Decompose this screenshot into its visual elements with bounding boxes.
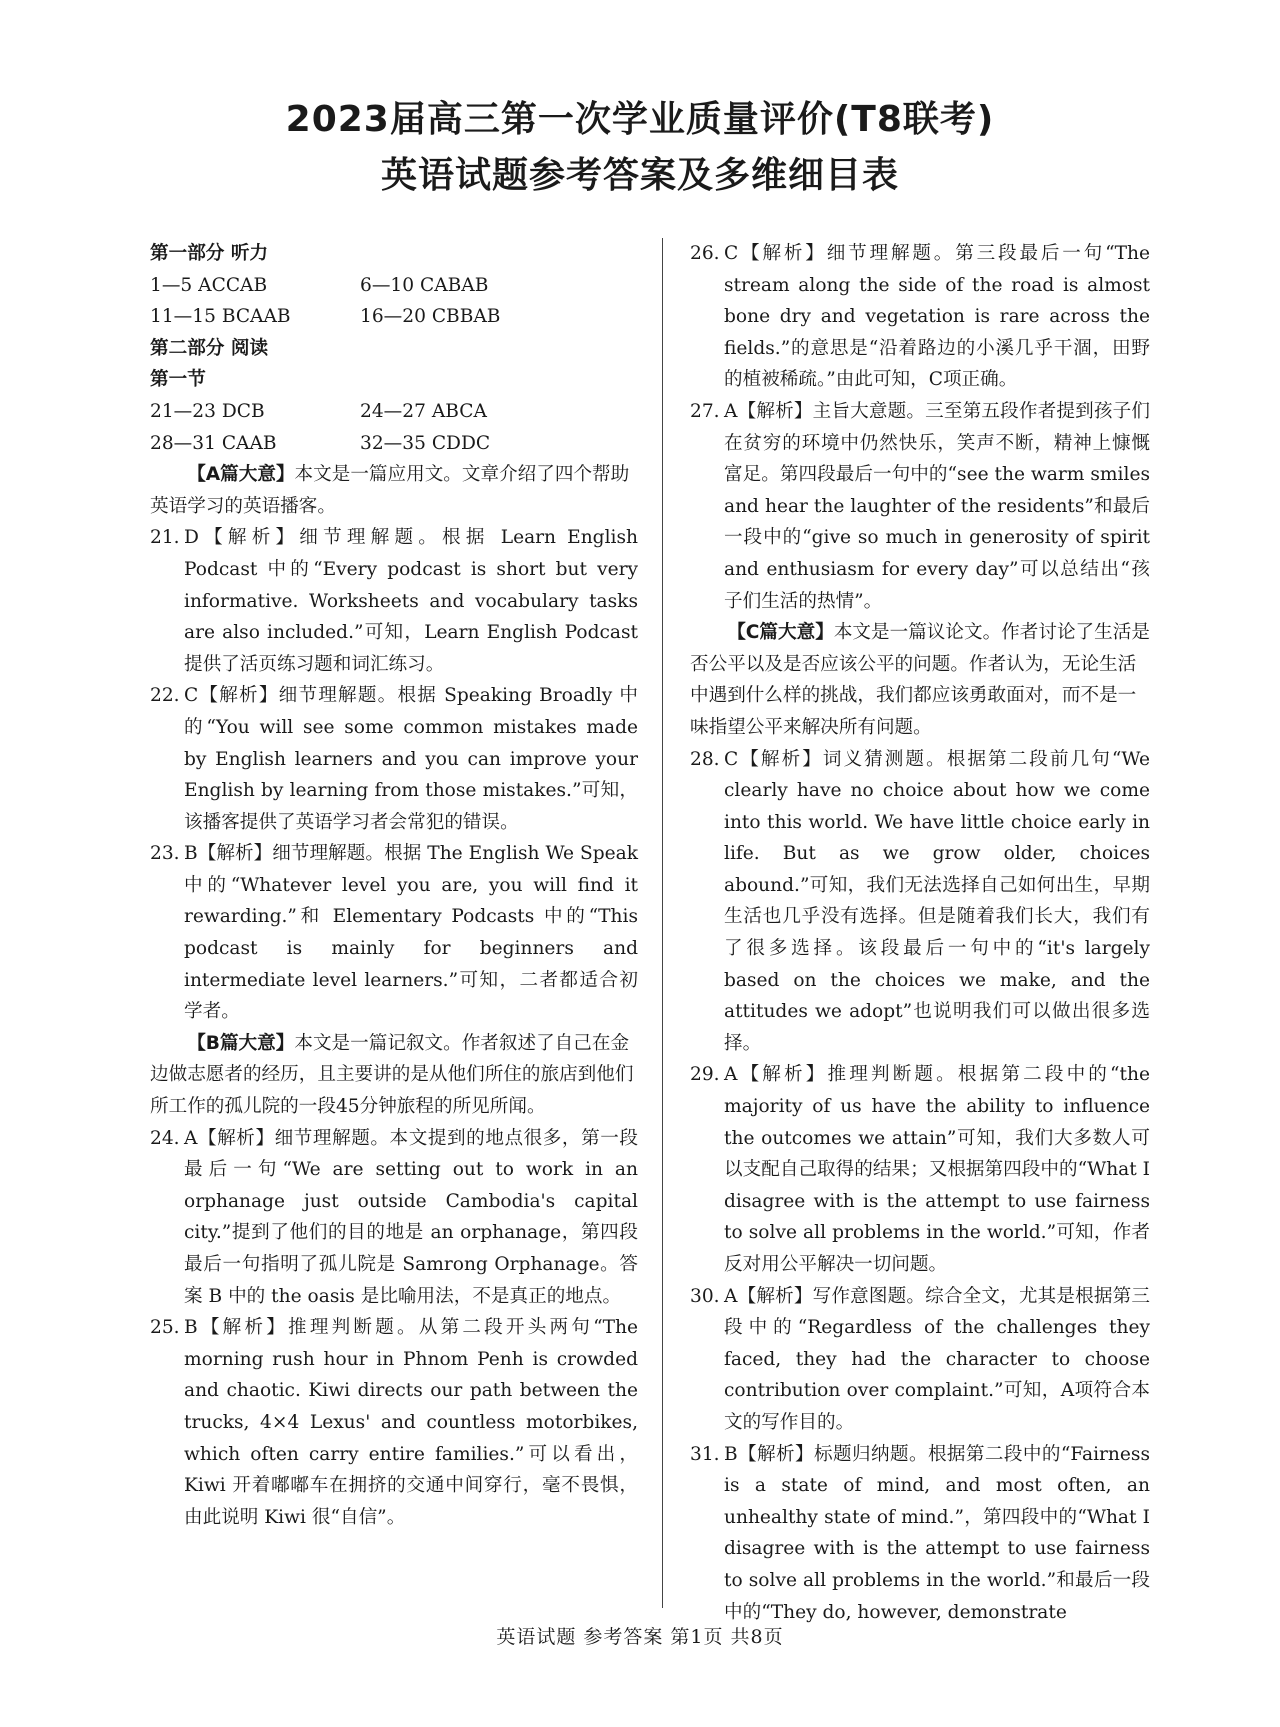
reading-answer-row [150, 428, 638, 460]
question-number: 21. [150, 527, 180, 549]
answer-group: 28—31 CAAB [150, 432, 277, 454]
reading-answer-row [150, 396, 638, 428]
listening-answer-row [150, 301, 638, 333]
answer-group: 16—20 CBBAB [360, 306, 501, 328]
question-number: 24. [150, 1127, 180, 1149]
explanation-text: C【解析】细节理解题。根据 Speaking Broadly 中的“You will see some common mistakes made by English learners and you can improve your English by learning from those mistakes.”可知，该播客提供了英语学习者会常犯的错误。 [184, 685, 638, 833]
title-block [0, 92, 1280, 204]
page-footer: 英语试题 参考答案 第1页 共8页 [496, 1626, 784, 1648]
explanation-text: D【解析】细节理解题。根据 Learn English Podcast 中的“Every podcast is short but very informative. Worksheets and vocabulary tasks are also included.”可知，Learn English Podcast 提供了活页练习题和词汇练习。 [184, 527, 638, 675]
explanation-text: A【解析】主旨大意题。三至第五段作者提到孩子们在贫穷的环境中仍然快乐，笑声不断，精神上慷慨富足。第四段最后一句中的“see the warm smiles and hear the laughter of the residents”和最后一段中的“give so much in generosity of spirit and enthusiasm for every day”可以总结出“孩子们生活的热情”。 [724, 400, 1150, 612]
question-explanation [690, 1281, 1150, 1439]
section1-heading: 第一节 [150, 369, 206, 391]
question-explanation [690, 238, 1150, 396]
explanation-text: B【解析】标题归纳题。根据第二段中的“Fairness is a state of mind, and most often, an unhealthy state of mind.”，第四段中的“What I disagree with is the attempt to use fairness to solve all problems in the world.”和最后一段中的“They do, however, demonstrate [724, 1443, 1150, 1623]
question-explanation [690, 1439, 1150, 1629]
column-divider [662, 238, 663, 1608]
answer-group: 21—23 DCB [150, 400, 265, 422]
question-explanation [150, 838, 638, 1028]
question-explanation [150, 522, 638, 680]
page-title: 2023届高三第一次学业质量评价(T8联考) [285, 99, 995, 140]
question-explanation [690, 1059, 1150, 1280]
question-explanation [150, 1123, 638, 1313]
left-column [150, 238, 638, 1533]
question-number: 26. [690, 243, 720, 264]
explanation-text: B【解析】细节理解题。根据 The English We Speak 中的“Whatever level you are, you will find it rewarding.”和 Elementary Podcasts 中的“This podcast is mainly for beginners and intermediate level learners.”可知，二者都适合初学者。 [184, 843, 638, 1023]
question-number: 29. [690, 1064, 720, 1086]
summary-tag: 【B篇大意】 [187, 1032, 295, 1054]
answer-group: 11—15 BCAAB [150, 306, 291, 328]
summary-tag: 【A篇大意】 [187, 464, 295, 486]
explanation-text: C【解析】细节理解题。第三段最后一句“The stream along the side of the road is almost bone dry and vegetation is rare across the fields.”的意思是“沿着路边的小溪几乎干涸，田野的植被稀疏。”由此可知，C项正确。 [724, 243, 1150, 391]
right-column [690, 238, 1150, 1628]
explanation-text: C【解析】词义猜测题。根据第二段前几句“We clearly have no choice about how we come into this world. We have little choice early in life. But as we grow older, choices abound.”可知，我们无法选择自己如何出生，早期生活也几乎没有选择。但是随着我们长大，我们有了很多选择。该段最后一句中的“it's largely based on the choices we make, and the attitudes we adopt”也说明我们可以做出很多选择。 [724, 748, 1150, 1054]
passage-b-summary [150, 1028, 638, 1123]
part1-heading: 第一部分 听力 [150, 243, 269, 264]
question-number: 30. [690, 1285, 720, 1307]
question-number: 23. [150, 843, 180, 865]
content-columns [150, 238, 1150, 1623]
passage-a-summary [150, 459, 638, 522]
listening-answer-row [150, 270, 638, 302]
answer-group: 24—27 ABCA [360, 400, 487, 422]
summary-text: 本文是一篇议论文。作者讨论了生活是否公平以及是否应该公平的问题。作者认为，无论生活中遇到什么样的挑战，我们都应该勇敢面对，而不是一味指望公平来解决所有问题。 [690, 622, 1150, 738]
explanation-text: A【解析】推理判断题。根据第二段中的“the majority of us have the ability to influence the outcomes we attain”可知，我们大多数人可以支配自己取得的结果；又根据第四段中的“What I disagree with is the attempt to use fairness to solve all problems in the world.”可知，作者反对用公平解决一切问题。 [724, 1064, 1150, 1275]
passage-c-summary [690, 617, 1150, 743]
explanation-text: B【解析】推理判断题。从第二段开头两句“The morning rush hour in Phnom Penh is crowded and chaotic. Kiwi directs our path between the trucks, 4×4 Lexus' and countless motorbikes, which often carry entire families.”可以看出，Kiwi 开着嘟嘟车在拥挤的交通中间穿行，毫不畏惧，由此说明 Kiwi 很“自信”。 [184, 1317, 638, 1528]
question-number: 22. [150, 685, 180, 707]
question-number: 31. [690, 1443, 720, 1465]
explanation-text: A【解析】细节理解题。本文提到的地点很多，第一段最后一句“We are setting out to work in an orphanage just outside Cambodia's capital city.”提到了他们的目的地是 an orphanage，第四段最后一句指明了孤儿院是 Samrong Orphanage。答案 B 中的 the oasis 是比喻用法，不是真正的地点。 [184, 1127, 638, 1307]
question-explanation [150, 680, 638, 838]
question-explanation [690, 744, 1150, 1060]
summary-tag: 【C篇大意】 [727, 622, 834, 644]
answer-group: 6—10 CABAB [360, 274, 489, 296]
question-explanation [150, 1312, 638, 1533]
page-subtitle: 英语试题参考答案及多维细目表 [380, 155, 899, 196]
answer-group: 32—35 CDDC [360, 432, 491, 454]
summary-text: 本文是一篇应用文。文章介绍了四个帮助英语学习的英语播客。 [150, 464, 630, 517]
answer-group: 1—5 ACCAB [150, 274, 268, 296]
part2-heading: 第二部分 阅读 [150, 337, 269, 359]
question-number: 28. [690, 748, 720, 770]
question-explanation [690, 396, 1150, 617]
question-number: 27. [690, 400, 720, 422]
summary-text: 本文是一篇记叙文。作者叙述了自己在金边做志愿者的经历，且主要讲的是从他们所住的旅店到他们所工作的孤儿院的一段45分钟旅程的所见所闻。 [150, 1032, 634, 1118]
question-number: 25. [150, 1317, 180, 1339]
explanation-text: A【解析】写作意图题。综合全文，尤其是根据第三段中的“Regardless of the challenges they faced, they had the character to choose contribution over complaint.”可知，A项符合本文的写作目的。 [724, 1285, 1150, 1433]
